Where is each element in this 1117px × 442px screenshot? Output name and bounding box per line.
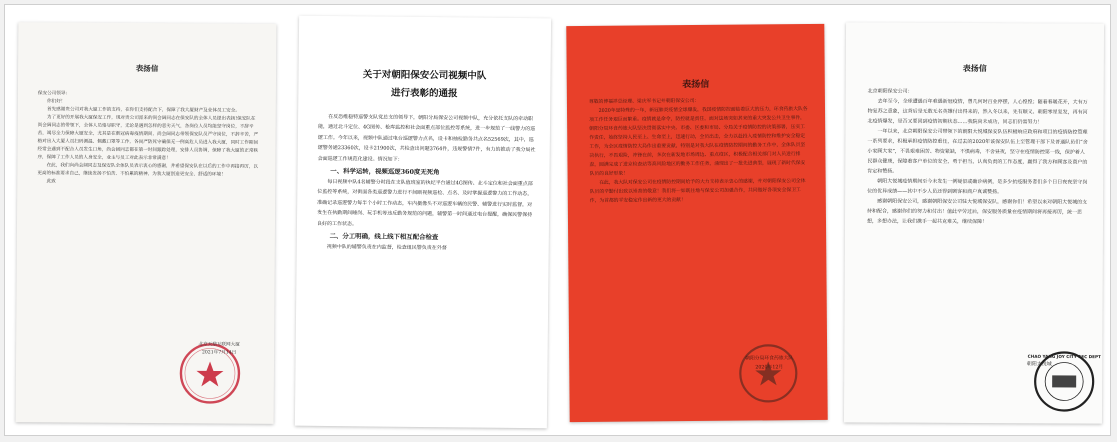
- letter-red-paper: [566, 24, 827, 422]
- doc1-date: 2021年7月14日: [201, 350, 237, 356]
- doc2-title-line2: 进行表彰的通报: [391, 87, 458, 100]
- doc1-salutation: 保安公司领导：: [37, 91, 71, 97]
- letter-tianding: [16, 22, 277, 424]
- doc4-para2: 一年以来，北京朝阳保安公司带领下的朝阳大悦城保安队伍积极响应政府和项目的疫情防控管理一系列要求，积极承担疫情防控重任，在过去的2020年该保安队伍上至管理干部下及普通队员们“舍小家顾大家”，不畏艰难困苦、物资紧缺，不惧病毒，不舍昼夜，坚守在疫情防控第一线，保护着人民群众健康，保障着客户单位的安全，勇于担当，认真负责的工作态度，赢得了我方和顾客及商户的肯定和赞扬。: [867, 128, 1088, 175]
- doc1-para3: 在此，我们向尚会阔同志及保安队全体队员表示衷心的感谢，并希望保安队在以后的工作中再接再厉，以更高的标准要求自己，继续发扬不怕苦、不怕累的精神，为我大厦创造更安全、舒适的环境！: [37, 163, 258, 178]
- doc4-para3: 朝阳大悦城疫情期间至今未发生一例疑似或确诊病例，是多少抗疫服务者们多个日日夜夜坚守岗位的优异成绩——其中不少人员还得到顾客和商户真诚赞扬。: [867, 178, 1088, 196]
- doc4-signature: 朝阳大悦城: [1026, 361, 1052, 368]
- doc4-para4: 感谢朝阳保安公司，感谢朝阳保安公司驻大悦城保安队，感谢你们！希望以来对朝阳大悦城的支持和配合，感谢你们的努力和付出！值此辛劳过后，保安服务质量在疫情期间将再接再厉，统一思想，多想办法，让我们携手一起共克难关，继续保障！: [866, 198, 1088, 226]
- doc1-closing: 此致: [46, 179, 56, 185]
- doc2-title: [298, 66, 550, 105]
- doc2-title-line1: 关于对朝阳保安公司视频中队: [362, 69, 487, 82]
- doc2-para2: 每日视频中队4名辅警分时段在支队值班室的执纪平台通过4G图传、北斗定位和社会面重点部位监控等系统，对街面各类巡逻警力进行不间断视频巡检、点名、及时掌握巡逻警力的工作动态，准确记录巡逻警力每半个小时工作动态，车内摄像头不对巡逻车辆的民警、辅警进行实时监督，对发生在执勤期间睡岗、玩手机等违反勤务规范的问题，辅警第一时间通过电台提醒，确保民警保持良好的工作状态。: [316, 179, 533, 227]
- doc1-para2: 为了更好的开展我大厦保安工作，现对贵公司派来的尚会阔同志在保安队的全体人员提出表扬!保安队在尚会阔同志的带领下，全体人员恪尽职守，无论是遇到怎样的恶劣天气，各岗位人员均能坚守岗位，不辞辛苦，竭尽全力保障大厦安全，尤其是在新冠病毒疫情期间，尚会阔同志带领保安队员严守岗位，不辞辛苦，严格对出入大厦人员扫码测温、佩戴口罩等工作，各岗严防死守确保无一例高危人员进入我大厦，同时工作期间经常会遇到不配合人员发生口角，尚会阔同志都在第一时间跟踪处理，安排人员协调，保障了我大厦的正常秩序，保障了工作人员的人身安全，业主与员工对此表示非常满意！: [37, 115, 259, 162]
- doc1-para1: 首先感谢贵公司对我大厦工作的支持，在你们支持配合下，保障了我大厦财产及业体员工安全。: [46, 107, 240, 114]
- doc1-title: 表扬信: [135, 63, 159, 74]
- doc3-seal-icon: [737, 342, 800, 405]
- notice-video-squad: [295, 16, 551, 429]
- doc1-signature-block: [164, 341, 274, 358]
- doc4-body: [867, 86, 1090, 227]
- doc3-title: 表扬信: [682, 79, 710, 91]
- doc3-body: [589, 96, 810, 206]
- doc3-signature-block: [719, 354, 819, 373]
- collage-frame: [4, 4, 1111, 436]
- doc2-para3: 视频中队的辅警负责在内监督，检查组民警负责在外督: [326, 244, 447, 252]
- doc3-salutation: 尊敬的博福祥总经理、梁庆军书记并朝阳保安公司：: [588, 98, 700, 105]
- letter-joy-city: [844, 22, 1104, 423]
- doc1-body: [37, 90, 260, 188]
- doc4-salutation: 北京朝阳保安公司：: [867, 88, 913, 95]
- doc3-date: 2020年12月: [755, 365, 784, 371]
- doc4-title: 表扬信: [962, 62, 987, 74]
- doc2-section1: 一、科学运转，视频巡逻360度无死角: [330, 167, 440, 177]
- doc1-signature: 北京天鼎互联网大厦: [198, 342, 240, 348]
- doc3-para2: 在此，我大队对保安公司在疫情防控期间给予的大力支持表示衷心的感谢，并对朝阳保安公司全体队员的辛勤付出致以崇高的敬意！我们将一如既往地与保安公司加强合作，共同做好各项安全保卫工作，为首都的平安稳定作出新的更大的贡献！: [589, 179, 806, 204]
- doc2-section2: 二、分工明确，线上线下相互配合检查: [329, 232, 439, 242]
- doc1-greeting: 你们好！: [47, 99, 66, 105]
- doc4-para1: 去年至今，全球遭遇百年难遇新冠疫情，曾几何时百业停摆，人心惶惶；随着春暖花开，大有万物复苏之意象，这背后是无数无名英雄付出得来的，然入冬以来，先有顺义、朝阳零星复发，再有河北疫情爆发，是否又要回到疫情初期状态……我院尚未成功，同志们仍需努力！: [867, 98, 1088, 126]
- doc4-seal-text: CHAO YANG JOY CITY SEC DEPT: [1027, 353, 1101, 360]
- doc3-para1: 2020年是特殊的一年，新冠肺炎疫情全球爆发，我国疫情防控面临着巨大的压力，环食药旅大队各项工作任务艰巨而繁重。疫情就是命令，防控就是责任，面对这场突如其来的重大突发公共卫生事件，朝阳分局环食药旅大队坚决贯彻落实中央、市委、区委和市局、分局关于疫情防控的决策部署，压实工作责任，始终坚持人民至上、生命至上，迅速行动，全员出击，全力以赴投入疫情防控和维护安全稳定工作，为全区疫情防控大局作出重要贡献，特别是对我大队在疫情防控期间的勤务工作中，全体队员坚决执行，不畏艰险，冲锋在前，多次在新发地市场周边、重点疫区，积极配合相关部门对人员进行排查，圆满完成了进京检查站等高风险地区的勤务工作任务，涌现出了一批先进典型，展现了新时代保安队员的良好形象！: [589, 107, 808, 177]
- doc2-body: [317, 112, 536, 255]
- doc2-para1: 在反恐维稳特巡警支队党总支的领导下，朝阳分局保安公司视频中队，充分依托支队的牵动职能，通过北斗定位、4G图传、枪库监控和社会面重点部位监控等系统，进一步规范了一线警力的巡逻工作。今年以来，视频中队通过电台巡逻警力点名，设卡和抽检勤务共点名52569次，其中，巡逻警务通23360次，设卡21900次，共检查出问题3764件，违规警情7件，有力的推动了我分局社会面巡逻工作规范化建设。情况如下：: [317, 114, 536, 163]
- doc3-signature: 朝阳分局环食药旅大队: [745, 356, 794, 362]
- doc4-seal-icon: [1027, 349, 1101, 413]
